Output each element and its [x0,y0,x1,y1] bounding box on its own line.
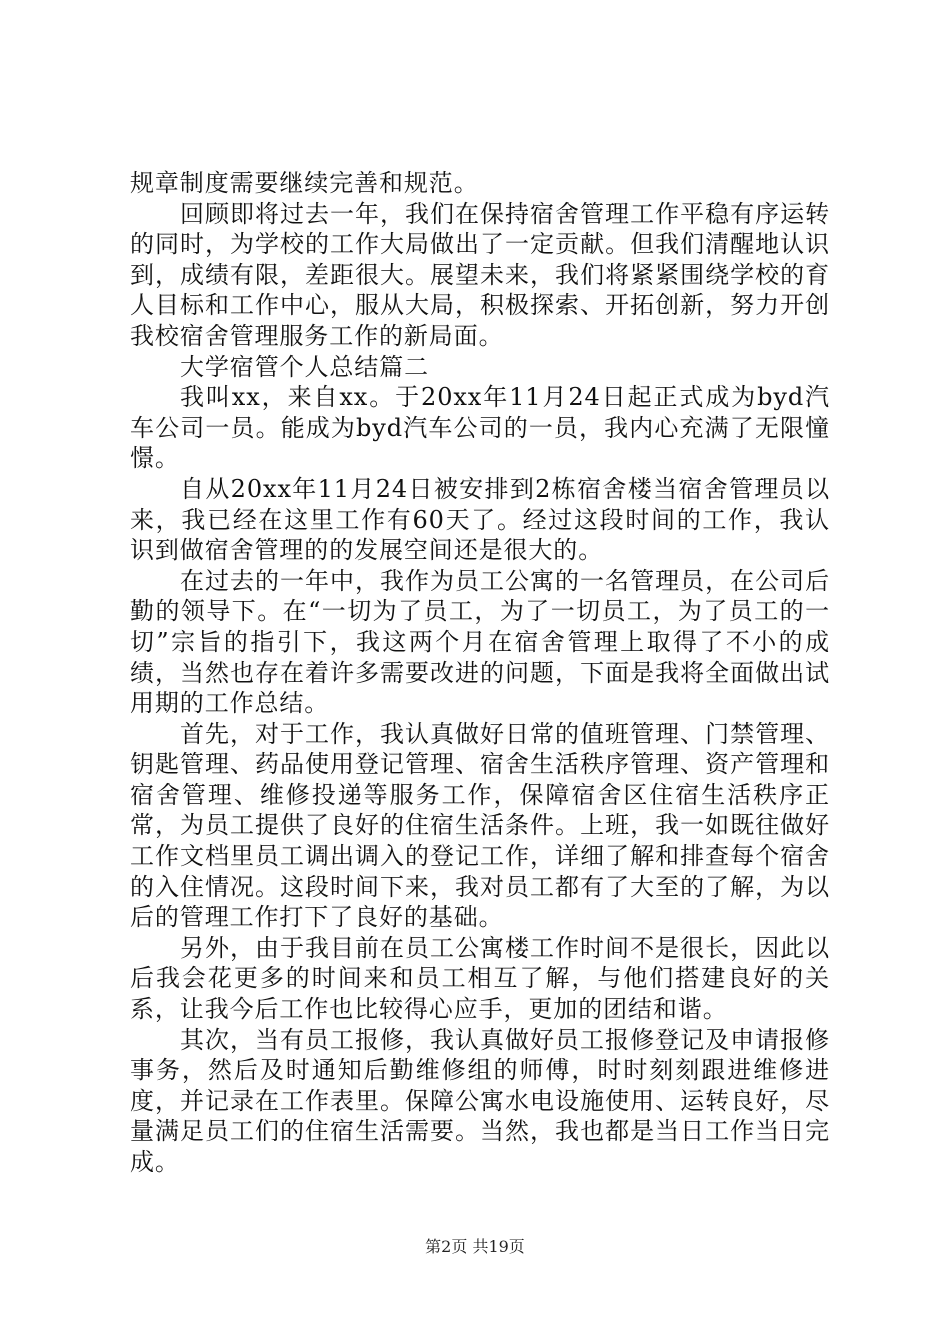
paragraph-review: 回顾即将过去一年，我们在保持宿舍管理工作平稳有序运转的同时，为学校的工作大局做出了一定贡献。但我们清醒地认识到，成绩有限，差距很大。展望未来，我们将紧紧围绕学校的育人目标和工作中心，服从大局，积极探索、开拓创新，努力开创我校宿舍管理服务工作的新局面。 [130,199,830,350]
paragraph-first-duties: 首先，对于工作，我认真做好日常的值班管理、门禁管理、钥匙管理、药品使用登记管理、宿舍生活秩序管理、资产管理和宿舍管理、维修投递等服务工作，保障宿舍区住宿生活秩序正常，为员工提供了良好的住宿生活条件。上班，我一如既往做好工作文档里员工调出调入的登记工作，详细了解和排查每个宿舍的入住情况。这段时间下来，我对员工都有了大至的了解，为以后的管理工作打下了良好的基础。 [130,719,830,932]
paragraph-work-duration: 自从20xx年11月24日被安排到2栋宿舍楼当宿舍管理员以来，我已经在这里工作有60天了。经过这段时间的工作，我认识到做宿舍管理的的发展空间还是很大的。 [130,474,830,565]
paragraph-repairs: 其次，当有员工报修，我认真做好员工报修登记及申请报修事务，然后及时通知后勤维修组的师傅，时时刻刻跟进维修进度，并记录在工作表里。保障公寓水电设施使用、运转良好，尽量满足员工们的住宿生活需要。当然，我也都是当日工作当日完成。 [130,1025,830,1176]
paragraph-future-plans: 另外，由于我目前在员工公寓楼工作时间不是很长，因此以后我会花更多的时间来和员工相互了解，与他们搭建良好的关系，让我今后工作也比较得心应手，更加的团结和谐。 [130,933,830,1024]
paragraph-continuation: 规章制度需要继续完善和规范。 [130,169,479,197]
document-body [130,168,830,1178]
page-number: 第2页 共19页 [425,1237,525,1256]
paragraph-past-year: 在过去的一年中，我作为员工公寓的一名管理员，在公司后勤的领导下。在“一切为了员工，为了一切员工，为了员工的一切”宗旨的指引下，我这两个月在宿舍管理上取得了不小的成绩，当然也存在着许多需要改进的问题，下面是我将全面做出试用期的工作总结。 [130,566,830,718]
paragraph-introduction: 我叫xx，来自xx。于20xx年11月24日起正式成为byd汽车公司一员。能成为byd汽车公司的一员，我内心充满了无限憧憬。 [130,383,830,473]
section-heading: 大学宿管个人总结篇二 [180,352,429,381]
